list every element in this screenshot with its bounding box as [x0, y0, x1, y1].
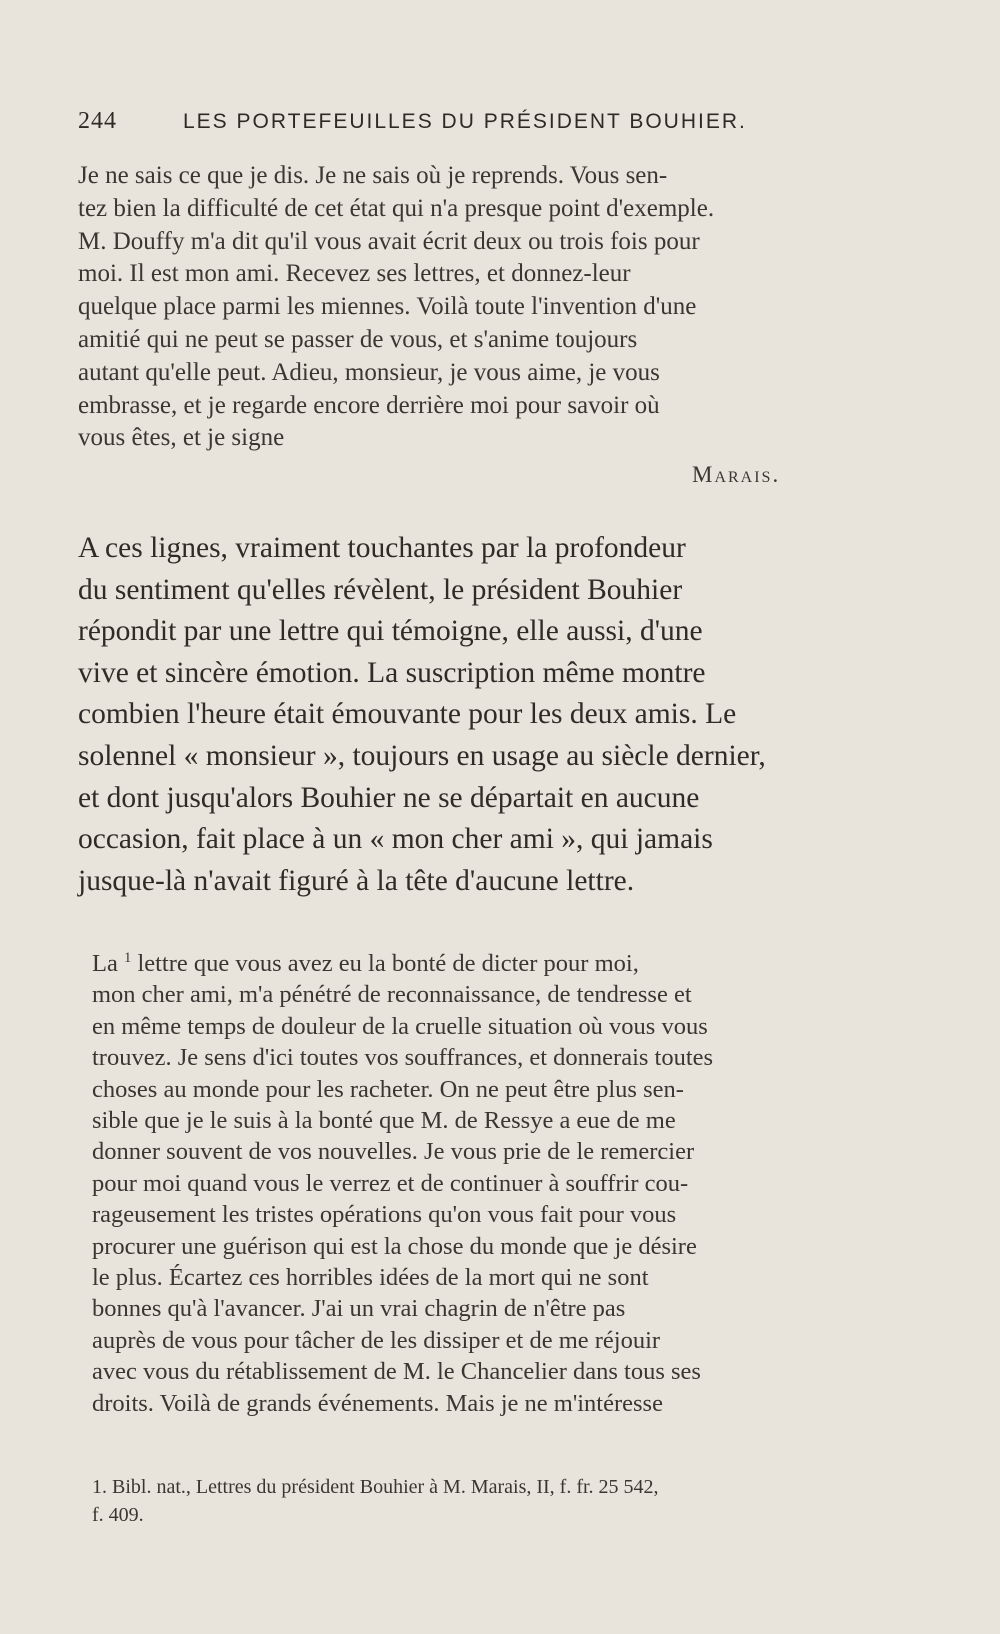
text-line: autant qu'elle peut. Adieu, monsieur, je vous aime, je vous	[78, 358, 660, 386]
footnote-line: f. 409.	[92, 1504, 144, 1526]
text-line: et dont jusqu'alors Bouhier ne se départait en aucune	[78, 781, 700, 814]
text-line: le plus. Écartez ces horribles idées de la mort qui ne sont	[92, 1264, 649, 1292]
text-line: Je ne sais ce que je dis. Je ne sais où je reprends. Vous sen-	[78, 162, 668, 189]
marais-signature: Marais.	[692, 462, 781, 487]
text-line: rageusement les tristes opérations qu'on vous fait pour vous	[92, 1201, 677, 1229]
text-line: donner souvent de vos nouvelles. Je vous prie de le remercier	[92, 1138, 695, 1166]
text-line: A ces lignes, vraiment touchantes par la profondeur	[78, 532, 686, 564]
footnote-line: 1. Bibl. nat., Lettres du président Bouhier à M. Marais, II, f. fr. 25 542,	[92, 1476, 659, 1498]
text-line: du sentiment qu'elles révèlent, le président Bouhier	[78, 573, 683, 606]
narrative-paragraph	[78, 528, 898, 902]
text-line: droits. Voilà de grands événements. Mais je ne m'intéresse	[92, 1389, 663, 1417]
text-line: quelque place parmi les miennes. Voilà toute l'invention d'une	[78, 293, 697, 321]
marais-letter-excerpt	[78, 160, 898, 455]
page-number: 244	[78, 108, 117, 134]
first-word: La	[92, 950, 118, 977]
text-line: occasion, fait place à un « mon cher ami », qui jamais	[78, 823, 713, 856]
text-line: en même temps de douleur de la cruelle situation où vous vous	[92, 1012, 708, 1040]
text-line: vous êtes, et je signe	[78, 424, 285, 452]
text-line: vive et sincère émotion. La suscription même montre	[78, 656, 706, 689]
text-line: solennel « monsieur », toujours en usage au siècle dernier,	[78, 739, 766, 772]
footnote	[92, 1473, 902, 1529]
text-line: combien l'heure était émouvante pour les deux amis. Le	[78, 698, 737, 731]
text-line: trouvez. Je sens d'ici toutes vos souffrances, et donnerais toutes	[92, 1044, 714, 1072]
text-line: mon cher ami, m'a pénétré de reconnaissance, de tendresse et	[92, 981, 692, 1009]
footnote-marker[interactable]: 1	[123, 949, 132, 966]
text-line: bonnes qu'à l'avancer. J'ai un vrai chagrin de n'être pas	[92, 1295, 626, 1323]
text-line: embrasse, et je regarde encore derrière moi pour savoir où	[78, 391, 660, 419]
text-line: pour moi quand vous le verrez et de continuer à souffrir cou-	[92, 1169, 689, 1197]
text-line: sible que je le suis à la bonté que M. de Ressye a eue de me	[92, 1107, 676, 1135]
text-line: jusque-là n'avait figuré à la tête d'aucune lettre.	[78, 864, 635, 897]
text-line: choses au monde pour les racheter. On ne peut être plus sen-	[92, 1075, 684, 1103]
text-line: auprès de vous pour tâcher de les dissiper et de me réjouir	[92, 1326, 661, 1354]
text-line: tez bien la difficulté de cet état qui n'a presque point d'exemple.	[78, 194, 715, 222]
first-line-rest: lettre que vous avez eu la bonté de dicter pour moi,	[137, 950, 639, 977]
running-title: LES PORTEFEUILLES DU PRÉSIDENT BOUHIER.	[183, 110, 747, 133]
text-line: avec vous du rétablissement de M. le Chancelier dans tous ses	[92, 1358, 701, 1386]
bouhier-letter-excerpt	[92, 948, 902, 1419]
text-line: moi. Il est mon ami. Recevez ses lettres, et donnez-leur	[78, 260, 631, 288]
text-line	[92, 948, 902, 979]
running-header	[78, 108, 798, 135]
text-line: M. Douffy m'a dit qu'il vous avait écrit deux ou trois fois pour	[78, 227, 700, 255]
text-line: procurer une guérison qui est la chose du monde que je désire	[92, 1232, 697, 1260]
text-line: amitié qui ne peut se passer de vous, et s'anime toujours	[78, 325, 638, 353]
text-line: répondit par une lettre qui témoigne, elle aussi, d'une	[78, 615, 703, 648]
